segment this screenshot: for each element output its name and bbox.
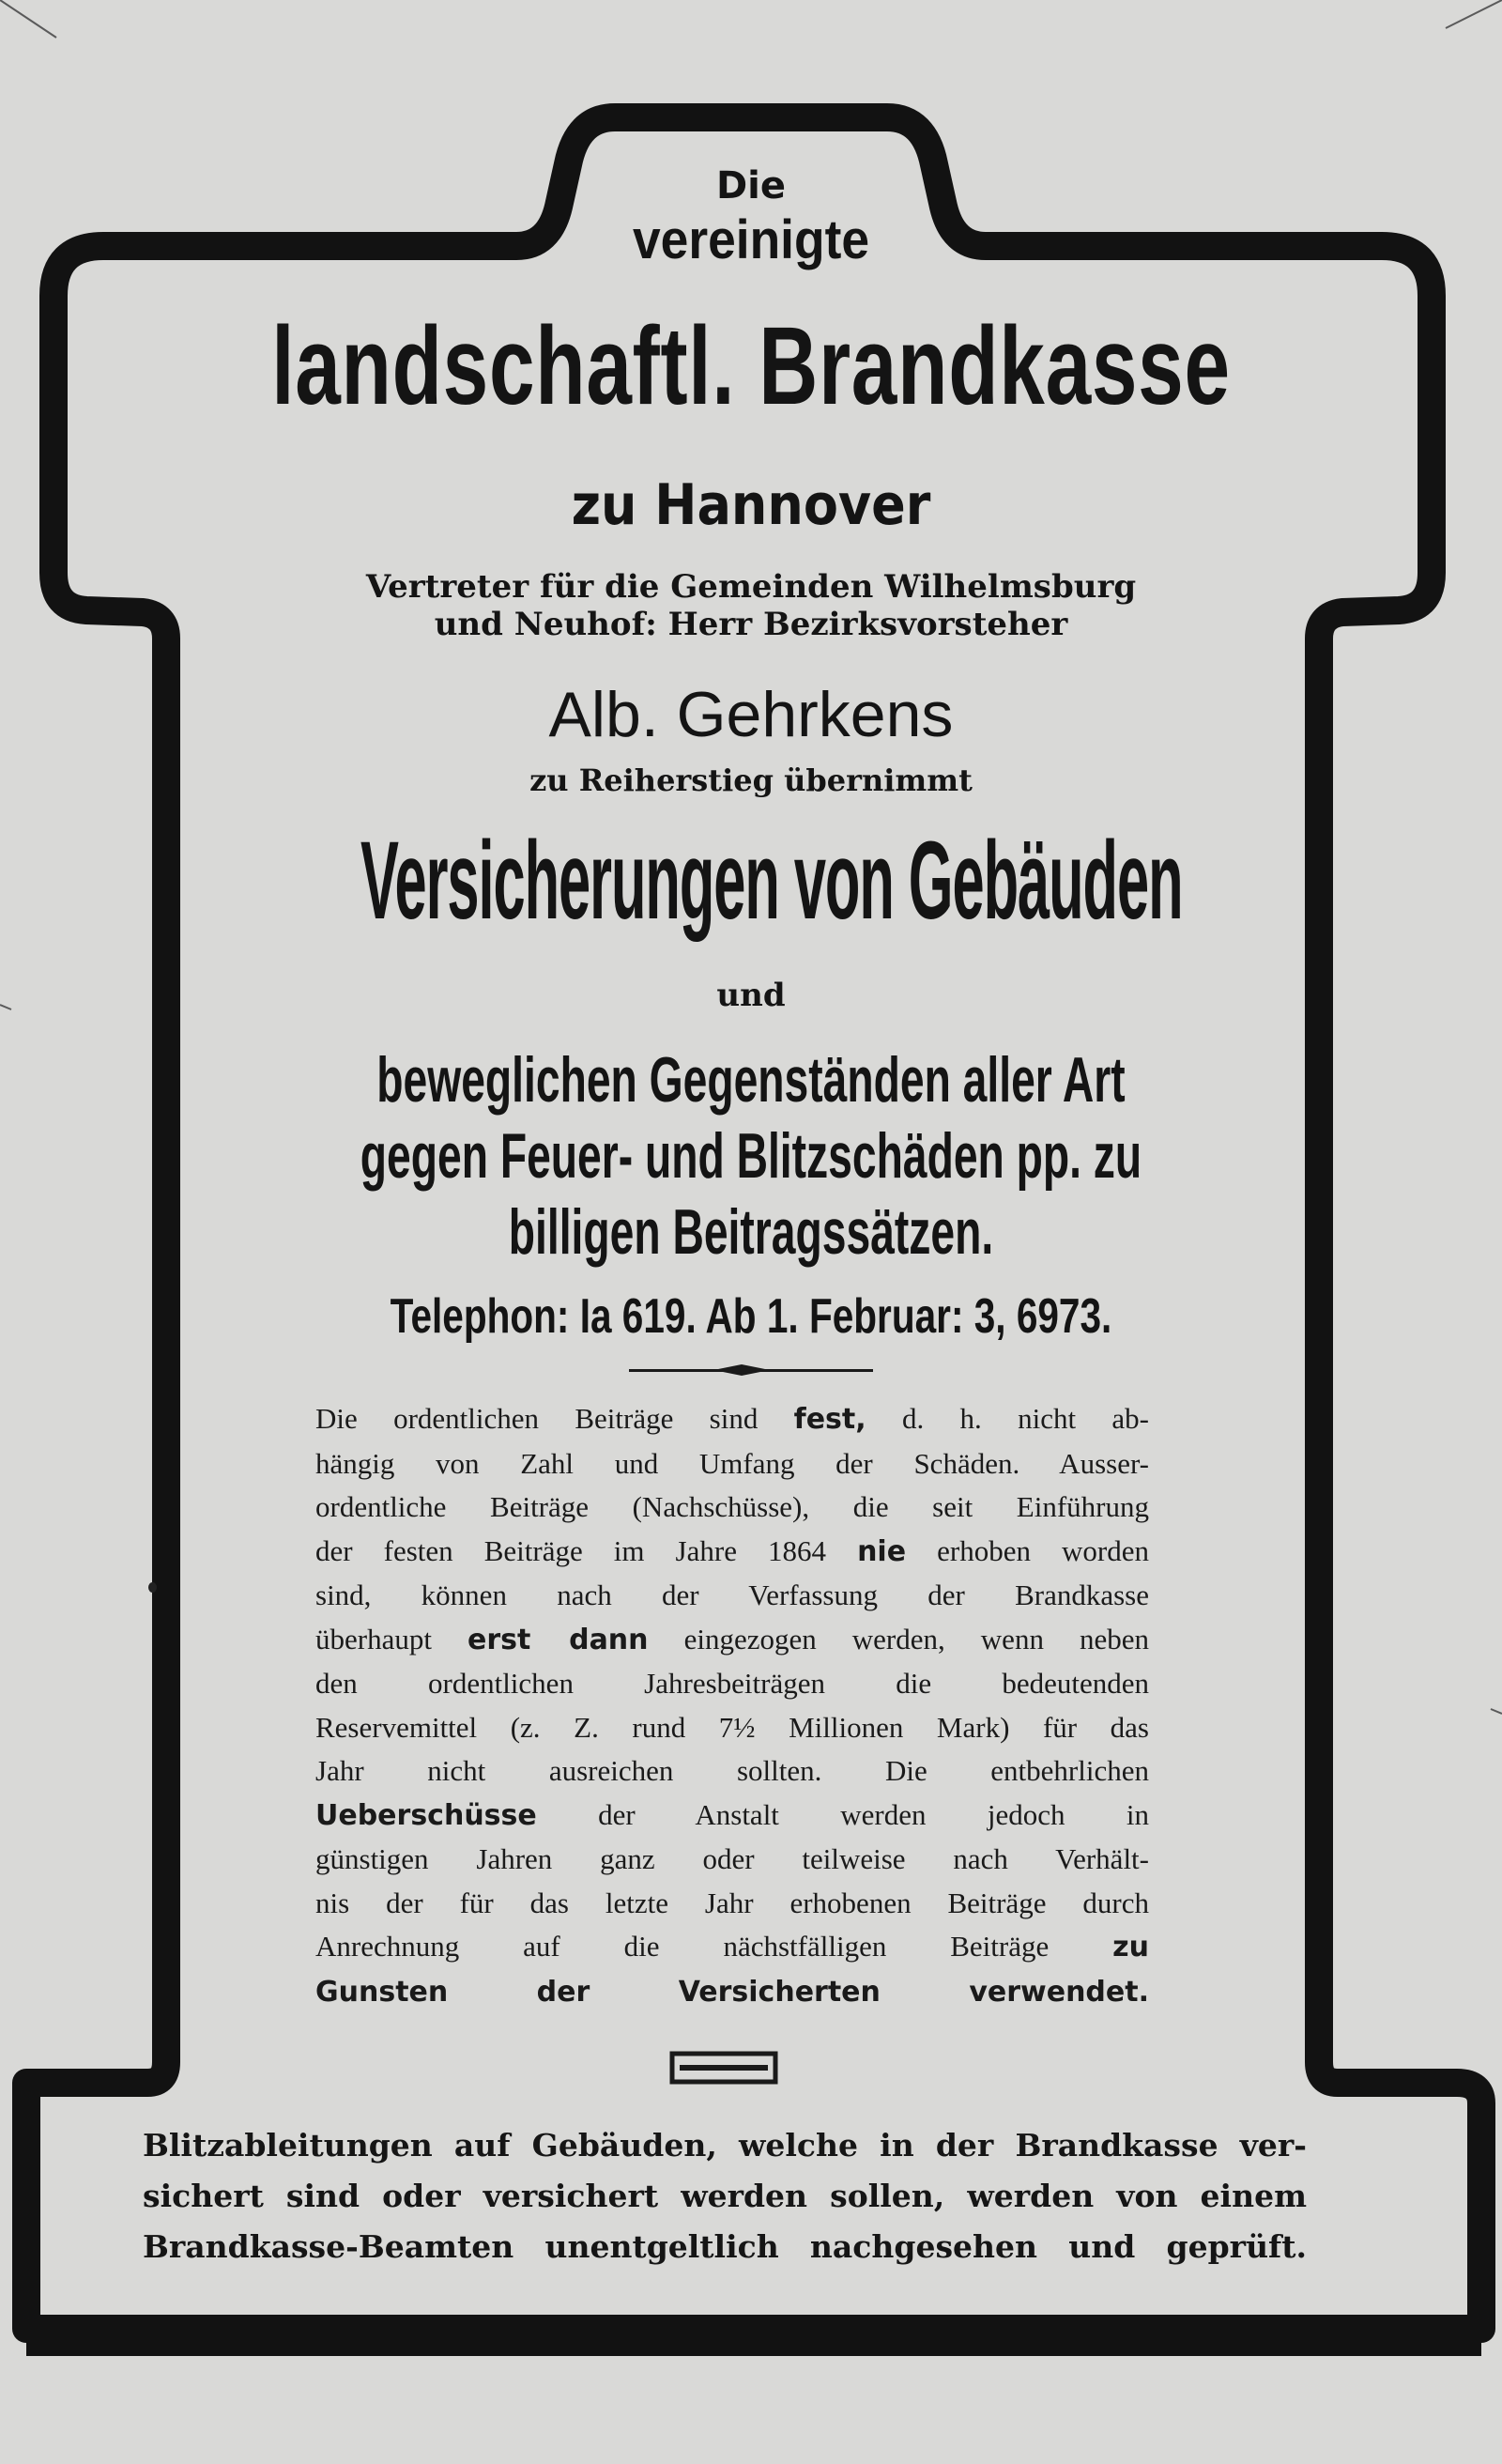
heading-vereinigte: vereinigte [632, 209, 870, 270]
footer-line: Brandkasse-Beamten unentgeltlich nachgesehen und geprüft. [143, 2228, 1307, 2265]
subline-line-1: beweglichen Gegenständen aller Art [376, 1044, 1126, 1116]
representative-name: Alb. Gehrkens [548, 679, 954, 750]
body-line: Anrechnung auf die nächstfälligen Beiträge zu [315, 1930, 1149, 1964]
body-line: Jahr nicht ausreichen sollten. Die entbehrlichen [315, 1754, 1149, 1787]
representative-text [0, 568, 1502, 643]
footer-line: Blitzableitungen auf Gebäuden, welche in der Brandkasse ver- [143, 2127, 1307, 2164]
body-line: Reservemittel (z. Z. rund 7½ Millionen Mark) für das [315, 1710, 1149, 1744]
body-line: günstigen Jahren ganz oder teilweise nach Verhält- [315, 1842, 1149, 1875]
subline [240, 1042, 1262, 1270]
body-paragraph [315, 1397, 1149, 2014]
representative-place: zu Reiherstieg übernimmt [529, 762, 973, 798]
body-line: nis der für das letzte Jahr erhobenen Beiträge durch [315, 1886, 1149, 1919]
representative-line-2: und Neuhof: Herr Bezirksvorsteher [434, 606, 1068, 643]
body-line: überhaupt erst dann eingezogen werden, wenn neben [315, 1622, 1150, 1656]
representative-line-1: Vertreter für die Gemeinden Wilhelmsburg [365, 568, 1137, 606]
heading-title: landschaftl. Brandkasse [271, 304, 1231, 428]
body-line: sind, können nach der Verfassung der Brandkasse [315, 1578, 1149, 1611]
subline-line-3: billigen Beitragssätzen. [508, 1196, 994, 1268]
connector: und [716, 977, 786, 1014]
heading-city: zu Hannover [571, 472, 931, 538]
body-line: Die ordentlichen Beiträge sind fest, d. h. nicht ab- [315, 1402, 1150, 1436]
body-line: den ordentlichen Jahresbeiträgen die bedeutenden [315, 1667, 1149, 1700]
footer-paragraph [143, 2120, 1307, 2272]
ink-speck [148, 1582, 157, 1593]
headline: Versicherungen von Gebäuden [360, 819, 1183, 943]
body-line-bold: Gunsten der Versicherten verwendet. [315, 1975, 1149, 2009]
subline-line-2: gegen Feuer- und Blitzschäden pp. zu [360, 1120, 1142, 1192]
body-line: hängig von Zahl und Umfang der Schäden. Ausser- [315, 1446, 1149, 1480]
heading-die: Die [715, 164, 787, 208]
telephone-line: Telephon: Ia 619. Ab 1. Februar: 3, 6973. [390, 1289, 1112, 1344]
body-line: der festen Beiträge im Jahre 1864 nie erhoben worden [315, 1533, 1150, 1568]
body-line: ordentliche Beiträge (Nachschüsse), die seit Einführung [315, 1490, 1149, 1523]
footer-line: sichert sind oder versichert werden sollen, werden von einem [143, 2178, 1307, 2214]
body-line: Ueberschüsse der Anstalt werden jedoch in [315, 1797, 1149, 1832]
